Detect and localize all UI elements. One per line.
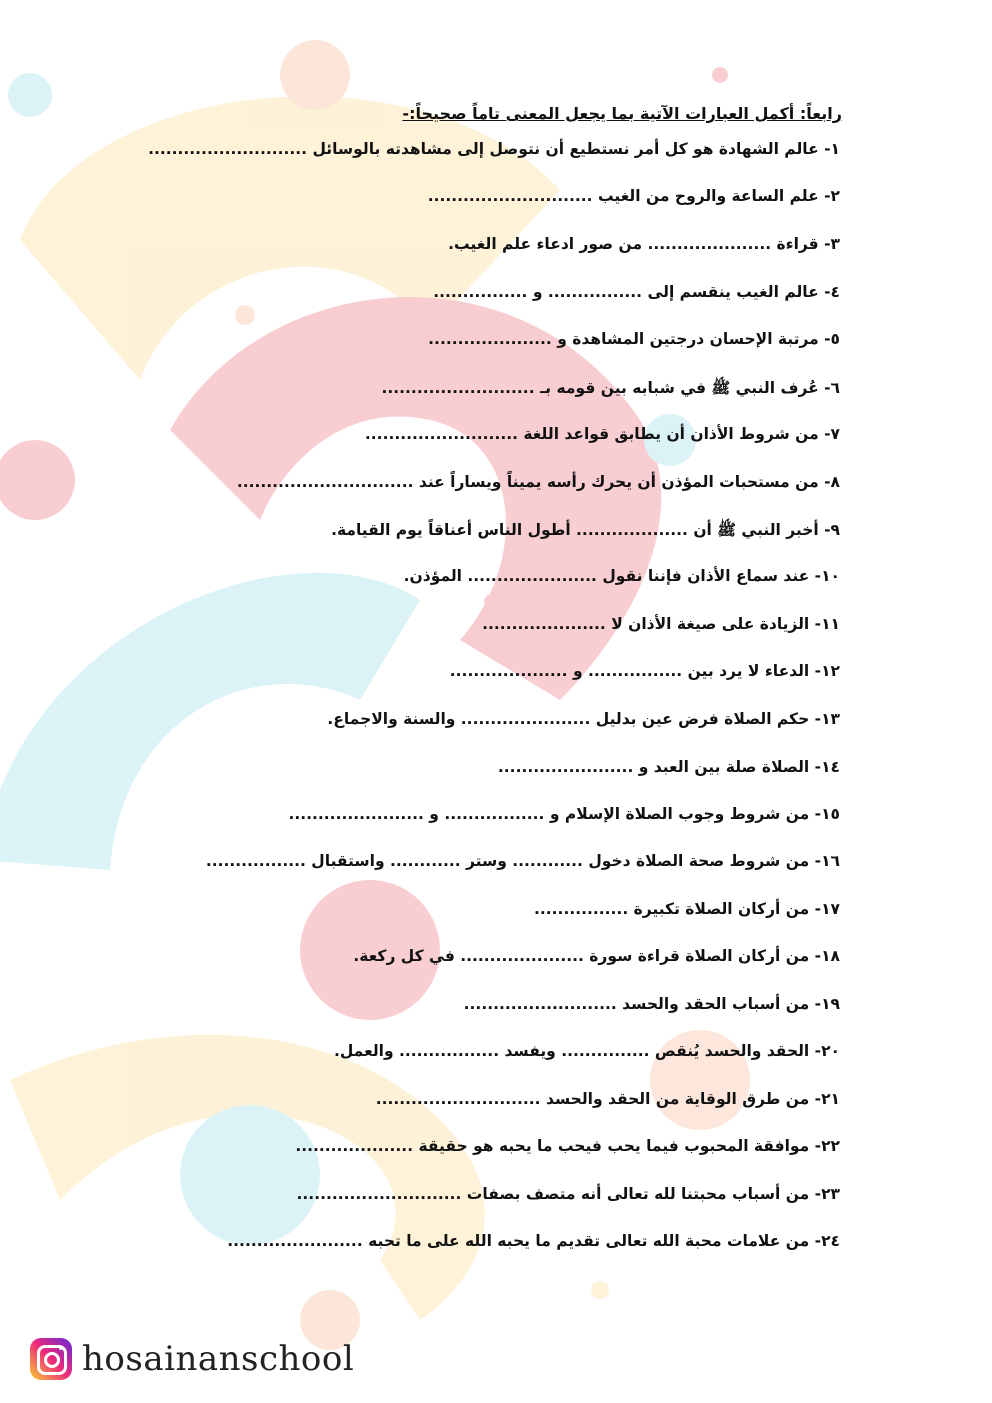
question-10: ١٠- عند سماع الأذان فإننا نقول ...................... المؤذن.	[403, 567, 840, 585]
question-19: ١٩- من أسباب الحقد والحسد ..........................	[463, 995, 840, 1013]
question-22: ٢٢- موافقة المحبوب فيما يحب فيحب ما يحبه هو حقيقة ....................	[295, 1137, 840, 1155]
question-3: ٣- قراءة ..................... من صور ادعاء علم الغيب.	[448, 235, 840, 253]
question-24: ٢٤- من علامات محبة الله تعالى تقديم ما يحبه الله على ما تحبه .......................	[227, 1232, 840, 1250]
instagram-icon	[30, 1338, 72, 1380]
question-13: ١٣- حكم الصلاة فرض عين بدليل ...................... والسنة والاجماع.	[327, 710, 840, 728]
question-15: ١٥- من شروط وجوب الصلاة الإسلام و ................. و .......................	[288, 805, 840, 823]
question-17: ١٧- من أركان الصلاة تكبيرة ................	[534, 900, 840, 918]
question-18: ١٨- من أركان الصلاة قراءة سورة ..................... في كل ركعة.	[353, 947, 840, 965]
question-2: ٢- علم الساعة والروح من الغيب ............................	[427, 187, 840, 205]
question-16: ١٦- من شروط صحة الصلاة دخول ............ وستر ............ واستقبال .................	[205, 852, 840, 870]
question-8: ٨- من مستحبات المؤذن أن يحرك رأسه يميناً ويساراً عند ..............................	[236, 473, 840, 491]
question-23: ٢٣- من أسباب محبتنا لله تعالى أنه متصف بصفات ............................	[296, 1185, 840, 1203]
question-14: ١٤- الصلاة صلة بين العبد و .......................	[497, 758, 840, 776]
question-11: ١١- الزيادة على صيغة الأذان لا .....................	[482, 615, 840, 633]
question-21: ٢١- من طرق الوقاية من الحقد والحسد ............................	[375, 1090, 840, 1108]
instagram-handle: hosainanschool	[82, 1339, 355, 1379]
section-title: رابعاً: أكمل العبارات الآتية بما يجعل المعنى تاماً صحيحاً:-	[402, 104, 842, 123]
question-6: ٦- عُرف النبي ﷺ في شبابه بين قومه بـ ..........................	[381, 379, 840, 397]
question-1: ١- عالم الشهادة هو كل أمر نستطيع أن نتوصل إلى مشاهدته بالوسائل ...........................	[148, 140, 840, 158]
question-9: ٩- أخبر النبي ﷺ أن ................... أطول الناس أعناقاً يوم القيامة.	[331, 521, 840, 539]
question-7: ٧- من شروط الأذان أن يطابق قواعد اللغة ..........................	[364, 425, 840, 443]
question-20: ٢٠- الحقد والحسد يُنقص ............... ويفسد ................. والعمل.	[333, 1042, 840, 1060]
footer-brand[interactable]	[30, 1338, 354, 1380]
question-5: ٥- مرتبة الإحسان درجتين المشاهدة و .....................	[428, 330, 840, 348]
question-4: ٤- عالم الغيب ينقسم إلى ................ و ................	[433, 283, 840, 301]
question-12: ١٢- الدعاء لا يرد بين ................ و ....................	[449, 662, 840, 680]
